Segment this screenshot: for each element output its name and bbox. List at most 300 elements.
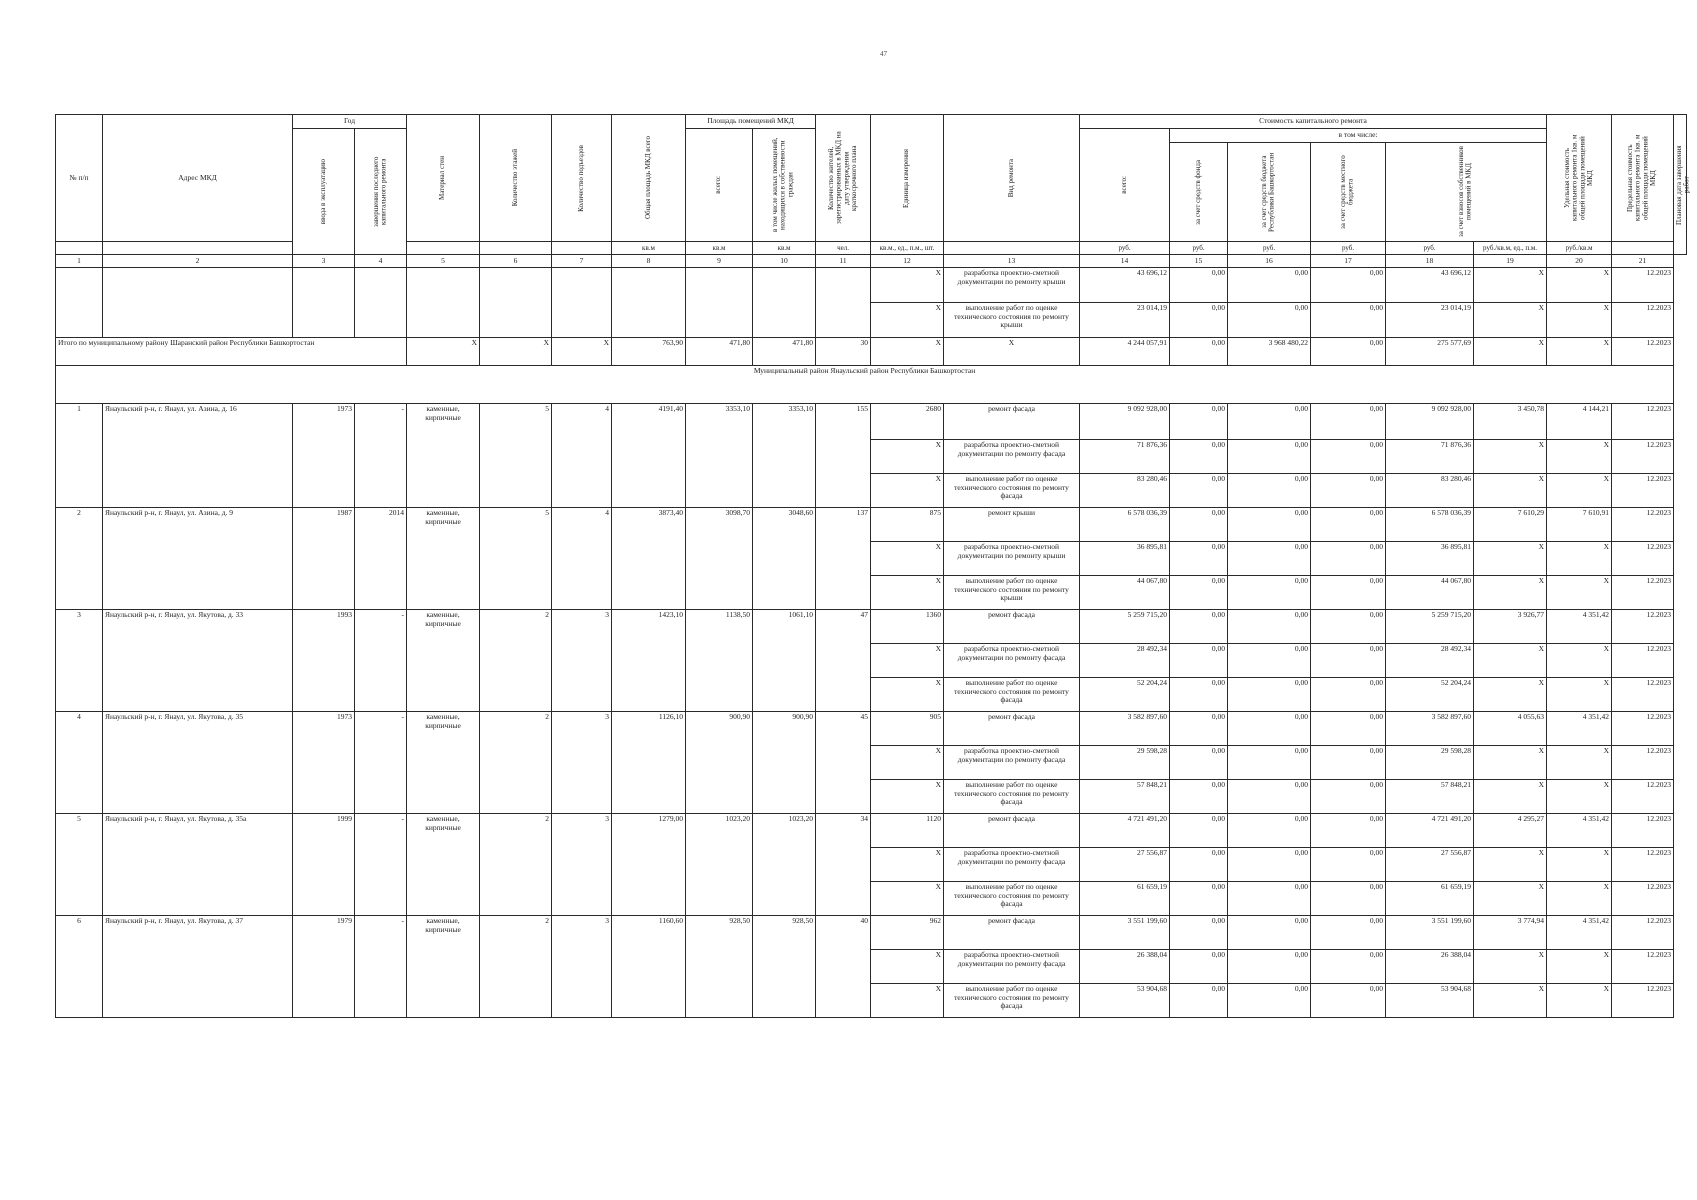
cell-max: X bbox=[1547, 440, 1612, 474]
cell-owners: 6 578 036,39 bbox=[1386, 508, 1474, 542]
cell-owners: 3 582 897,60 bbox=[1386, 712, 1474, 746]
cell-date: 12.2023 bbox=[1612, 474, 1674, 508]
cell-fund: 0,00 bbox=[1170, 338, 1228, 366]
cell-floors: 2 bbox=[480, 916, 552, 1018]
cell-date: 12.2023 bbox=[1612, 644, 1674, 678]
cell-unit: X bbox=[871, 984, 944, 1018]
cell-last-repair: - bbox=[355, 404, 407, 508]
cell-owners: 71 876,36 bbox=[1386, 440, 1474, 474]
cell-cost-total: 3 551 199,60 bbox=[1080, 916, 1170, 950]
cell-owners: 5 259 715,20 bbox=[1386, 610, 1474, 644]
cell-specific: X bbox=[1474, 268, 1547, 303]
header-republic bbox=[1228, 143, 1311, 242]
cell-date: 12.2023 bbox=[1612, 268, 1674, 303]
cell-unit: X bbox=[871, 848, 944, 882]
header-repair-type-text: Вид ремонта bbox=[1006, 158, 1015, 198]
cell-date: 12.2023 bbox=[1612, 712, 1674, 746]
cell-max: X bbox=[1547, 474, 1612, 508]
cell-republic: 0,00 bbox=[1228, 984, 1311, 1018]
cell-max: X bbox=[1547, 848, 1612, 882]
cell-republic: 3 968 480,22 bbox=[1228, 338, 1311, 366]
cell-republic: 0,00 bbox=[1228, 916, 1311, 950]
col-number: 7 bbox=[552, 255, 612, 268]
cell-fund: 0,00 bbox=[1170, 814, 1228, 848]
repair-register-table bbox=[55, 114, 1691, 1018]
cell-total-area: 1160,60 bbox=[612, 916, 686, 1018]
cell-address: Янаульский р-н, г. Янаул, ул. Якутова, д. 33 bbox=[103, 610, 293, 712]
header-fund bbox=[1170, 143, 1228, 242]
cell-fund: 0,00 bbox=[1170, 882, 1228, 916]
cell-num: 2 bbox=[56, 508, 103, 610]
cell-repair-type: ремонт фасада bbox=[944, 610, 1080, 644]
unit-cell: руб. bbox=[1170, 242, 1228, 255]
cell-repair-type: ремонт фасада bbox=[944, 404, 1080, 440]
table-row bbox=[56, 712, 1687, 746]
header-num: № п/п bbox=[56, 115, 103, 242]
cell-blank bbox=[103, 268, 293, 338]
cell-local: 0,00 bbox=[1311, 848, 1386, 882]
cell-republic: 0,00 bbox=[1228, 746, 1311, 780]
cell-date: 12.2023 bbox=[1612, 882, 1674, 916]
cell-max: X bbox=[1547, 950, 1612, 984]
cell-residents: 47 bbox=[816, 610, 871, 712]
cell-specific: 4 055,63 bbox=[1474, 712, 1547, 746]
col-number: 11 bbox=[816, 255, 871, 268]
cell-cost-total: 43 696,12 bbox=[1080, 268, 1170, 303]
header-plan-date bbox=[1674, 115, 1691, 255]
cell-cost-total: 23 014,19 bbox=[1080, 303, 1170, 338]
unit-cell: руб. bbox=[1311, 242, 1386, 255]
cell-date: 12.2023 bbox=[1612, 576, 1674, 610]
cell-owners: 57 848,21 bbox=[1386, 780, 1474, 814]
cell-specific: X bbox=[1474, 338, 1547, 366]
cell-repair-type: выполнение работ по оценке технического состояния по ремонту фасада bbox=[944, 984, 1080, 1018]
cell-entrances: 4 bbox=[552, 404, 612, 508]
cell-date: 12.2023 bbox=[1612, 780, 1674, 814]
cell-max: X bbox=[1547, 746, 1612, 780]
cell-total-area: 4191,40 bbox=[612, 404, 686, 508]
cell-blank bbox=[753, 268, 816, 338]
cell-fund: 0,00 bbox=[1170, 848, 1228, 882]
cell-local: 0,00 bbox=[1311, 440, 1386, 474]
cell-specific: X bbox=[1474, 474, 1547, 508]
cell-address: Янаульский р-н, г. Янаул, ул. Якутова, д. 37 bbox=[103, 916, 293, 1018]
header-unit bbox=[871, 115, 944, 242]
cell-owners: 26 388,04 bbox=[1386, 950, 1474, 984]
cell-premises-res: 928,50 bbox=[753, 916, 816, 1018]
cell-local: 0,00 bbox=[1311, 984, 1386, 1018]
cell-year: 1979 bbox=[293, 916, 355, 1018]
cell-residents: 40 bbox=[816, 916, 871, 1018]
header-total-area bbox=[612, 115, 686, 242]
cell-address: Янаульский р-н, г. Янаул, ул. Азина, д. 9 bbox=[103, 508, 293, 610]
cell-cost-total: 27 556,87 bbox=[1080, 848, 1170, 882]
cell-republic: 0,00 bbox=[1228, 474, 1311, 508]
cell-fund: 0,00 bbox=[1170, 712, 1228, 746]
cell-repair-type: выполнение работ по оценке технического состояния по ремонту фасада bbox=[944, 780, 1080, 814]
cell-year: 1973 bbox=[293, 404, 355, 508]
cell-year: 1973 bbox=[293, 712, 355, 814]
cell-date: 12.2023 bbox=[1612, 950, 1674, 984]
cell-date: 12.2023 bbox=[1612, 916, 1674, 950]
cell-last-repair: - bbox=[355, 712, 407, 814]
cell-local: 0,00 bbox=[1311, 746, 1386, 780]
cell-entrances: 4 bbox=[552, 508, 612, 610]
header-floors-text: Количество этажей bbox=[510, 149, 519, 207]
header-year: Год bbox=[293, 115, 407, 129]
page-number: 47 bbox=[880, 50, 887, 58]
cell-unit: X bbox=[871, 474, 944, 508]
cell-republic: 0,00 bbox=[1228, 814, 1311, 848]
cell-fund: 0,00 bbox=[1170, 440, 1228, 474]
header-entrances-text: Количество подъездов bbox=[576, 144, 585, 212]
cell-num: 6 bbox=[56, 916, 103, 1018]
cell-premises-total: 928,50 bbox=[686, 916, 753, 1018]
units-blank bbox=[944, 242, 1080, 255]
cell-residents: 155 bbox=[816, 404, 871, 508]
cell-last-repair: 2014 bbox=[355, 508, 407, 610]
cell-owners: 36 895,81 bbox=[1386, 542, 1474, 576]
cell-cost-total: 44 067,80 bbox=[1080, 576, 1170, 610]
header-premises-res-text: в том числе жилых помещений, находящихся в собственности граждан bbox=[771, 137, 795, 233]
cell-repair-type: ремонт крыши bbox=[944, 508, 1080, 542]
cell-date: 12.2023 bbox=[1612, 338, 1674, 366]
cell-local: 0,00 bbox=[1311, 268, 1386, 303]
cell-owners: 83 280,46 bbox=[1386, 474, 1474, 508]
header-fund-text: за счет средств фонда bbox=[1193, 159, 1202, 225]
header-residents bbox=[816, 115, 871, 242]
unit-cell: чел. bbox=[816, 242, 871, 255]
cell-repair-type: разработка проектно-сметной документации по ремонту крыши bbox=[944, 268, 1080, 303]
cell-local: 0,00 bbox=[1311, 474, 1386, 508]
cell-date: 12.2023 bbox=[1612, 508, 1674, 542]
cell-floors: 2 bbox=[480, 814, 552, 916]
unit-cell: кв.м bbox=[686, 242, 753, 255]
cell-repair-type: разработка проектно-сметной документации по ремонту фасада bbox=[944, 746, 1080, 780]
cell-unit: 1120 bbox=[871, 814, 944, 848]
cell-cost-total: 71 876,36 bbox=[1080, 440, 1170, 474]
cell-max: 4 351,42 bbox=[1547, 610, 1612, 644]
cell-year: 1993 bbox=[293, 610, 355, 712]
cell-republic: 0,00 bbox=[1228, 404, 1311, 440]
section-row bbox=[56, 366, 1687, 404]
col-number: 1 bbox=[56, 255, 103, 268]
cell-date: 12.2023 bbox=[1612, 746, 1674, 780]
col-number: 21 bbox=[1612, 255, 1674, 268]
cell-total-area: 1279,00 bbox=[612, 814, 686, 916]
cell-republic: 0,00 bbox=[1228, 508, 1311, 542]
cell-owners: 27 556,87 bbox=[1386, 848, 1474, 882]
cell-fund: 0,00 bbox=[1170, 610, 1228, 644]
cell-unit: 962 bbox=[871, 916, 944, 950]
cell-republic: 0,00 bbox=[1228, 303, 1311, 338]
cell-entrances: 3 bbox=[552, 712, 612, 814]
cell-unit: X bbox=[871, 576, 944, 610]
cell-unit: 2680 bbox=[871, 404, 944, 440]
cell-local: 0,00 bbox=[1311, 404, 1386, 440]
col-number: 13 bbox=[944, 255, 1080, 268]
cell-owners: 4 721 491,20 bbox=[1386, 814, 1474, 848]
cell-local: 0,00 bbox=[1311, 780, 1386, 814]
cell-republic: 0,00 bbox=[1228, 610, 1311, 644]
col-number: 17 bbox=[1311, 255, 1386, 268]
col-number: 2 bbox=[103, 255, 293, 268]
cell-repair-type: X bbox=[944, 338, 1080, 366]
cell-last-repair: - bbox=[355, 814, 407, 916]
col-number: 14 bbox=[1080, 255, 1170, 268]
cell-repair-type: выполнение работ по оценке технического состояния по ремонту фасада bbox=[944, 474, 1080, 508]
header-premises-total bbox=[686, 129, 753, 242]
cell-unit: X bbox=[871, 950, 944, 984]
cell-wall: каменные, кирпичные bbox=[407, 916, 480, 1018]
cell-cost-total: 9 092 928,00 bbox=[1080, 404, 1170, 440]
cell-premises-res: 3353,10 bbox=[753, 404, 816, 508]
cell-repair-type: выполнение работ по оценке технического состояния по ремонту крыши bbox=[944, 303, 1080, 338]
cell-owners: 44 067,80 bbox=[1386, 576, 1474, 610]
header-premises-total-text: всего: bbox=[714, 176, 723, 194]
cell-residents: 137 bbox=[816, 508, 871, 610]
cell-premises-res: 900,90 bbox=[753, 712, 816, 814]
cell-residents: 30 bbox=[816, 338, 871, 366]
cell-total-area: 1126,10 bbox=[612, 712, 686, 814]
table-row bbox=[56, 508, 1687, 542]
cell-date: 12.2023 bbox=[1612, 814, 1674, 848]
cell-unit: X bbox=[871, 678, 944, 712]
cell-local: 0,00 bbox=[1311, 678, 1386, 712]
cell-specific: X bbox=[1474, 950, 1547, 984]
cell-repair-type: ремонт фасада bbox=[944, 916, 1080, 950]
cell-republic: 0,00 bbox=[1228, 542, 1311, 576]
cell-republic: 0,00 bbox=[1228, 950, 1311, 984]
cell-local: 0,00 bbox=[1311, 338, 1386, 366]
cell-max: X bbox=[1547, 542, 1612, 576]
cell-num: 5 bbox=[56, 814, 103, 916]
cell-max: X bbox=[1547, 780, 1612, 814]
cell-local: 0,00 bbox=[1311, 950, 1386, 984]
cell-repair-type: разработка проектно-сметной документации по ремонту фасада bbox=[944, 950, 1080, 984]
cell-max: X bbox=[1547, 303, 1612, 338]
col-number: 4 bbox=[355, 255, 407, 268]
cell-specific: X bbox=[1474, 780, 1547, 814]
cell-entrances: 3 bbox=[552, 916, 612, 1018]
cell-cost-total: 52 204,24 bbox=[1080, 678, 1170, 712]
header-local bbox=[1311, 143, 1386, 242]
cell-local: 0,00 bbox=[1311, 542, 1386, 576]
cell-fund: 0,00 bbox=[1170, 746, 1228, 780]
cell-specific: 4 295,27 bbox=[1474, 814, 1547, 848]
col-number: 15 bbox=[1170, 255, 1228, 268]
cell-max: 7 610,91 bbox=[1547, 508, 1612, 542]
units-blank bbox=[103, 242, 293, 255]
cell-total-area: 763,90 bbox=[612, 338, 686, 366]
table-row bbox=[56, 916, 1687, 950]
cell-date: 12.2023 bbox=[1612, 303, 1674, 338]
cell-date: 12.2023 bbox=[1612, 678, 1674, 712]
cell-specific: X bbox=[1474, 848, 1547, 882]
cell-owners: 3 551 199,60 bbox=[1386, 916, 1474, 950]
cell-local: 0,00 bbox=[1311, 576, 1386, 610]
cell-repair-type: разработка проектно-сметной документации по ремонту фасада bbox=[944, 644, 1080, 678]
cell-fund: 0,00 bbox=[1170, 474, 1228, 508]
cell-date: 12.2023 bbox=[1612, 984, 1674, 1018]
cell-specific: X bbox=[1474, 678, 1547, 712]
table-row bbox=[56, 404, 1687, 440]
cell-max: X bbox=[1547, 644, 1612, 678]
cell-cost-total: 61 659,19 bbox=[1080, 882, 1170, 916]
cell-unit: X bbox=[871, 338, 944, 366]
cell-blank bbox=[293, 268, 355, 338]
col-number: 3 bbox=[293, 255, 355, 268]
table-row bbox=[56, 268, 1687, 303]
cell-entrances: 3 bbox=[552, 814, 612, 916]
cell-fund: 0,00 bbox=[1170, 984, 1228, 1018]
cell-unit: X bbox=[871, 303, 944, 338]
header-cost: Стоимость капитального ремонта bbox=[1080, 115, 1547, 129]
cell-last-repair: - bbox=[355, 916, 407, 1018]
cell-wall: каменные, кирпичные bbox=[407, 712, 480, 814]
cell-fund: 0,00 bbox=[1170, 508, 1228, 542]
cell-max: X bbox=[1547, 678, 1612, 712]
cell-repair-type: разработка проектно-сметной документации по ремонту фасада bbox=[944, 848, 1080, 882]
col-number: 18 bbox=[1386, 255, 1474, 268]
header-republic-text: за счет средств бюджета Республики Башкортостан bbox=[1260, 152, 1277, 232]
cell-date: 12.2023 bbox=[1612, 848, 1674, 882]
cell-republic: 0,00 bbox=[1228, 780, 1311, 814]
cell-unit: X bbox=[871, 644, 944, 678]
cell-unit: X bbox=[871, 780, 944, 814]
cell-owners: 53 904,68 bbox=[1386, 984, 1474, 1018]
cell-repair-type: разработка проектно-сметной документации по ремонту крыши bbox=[944, 542, 1080, 576]
header-year-last-repair bbox=[355, 129, 407, 255]
cell-specific: X bbox=[1474, 440, 1547, 474]
cell-cost-total: 53 904,68 bbox=[1080, 984, 1170, 1018]
cell-specific: X bbox=[1474, 576, 1547, 610]
cell-cost-total: 5 259 715,20 bbox=[1080, 610, 1170, 644]
cell-republic: 0,00 bbox=[1228, 848, 1311, 882]
col-number: 10 bbox=[753, 255, 816, 268]
cell-local: 0,00 bbox=[1311, 644, 1386, 678]
header-wall bbox=[407, 115, 480, 242]
units-blank bbox=[552, 242, 612, 255]
cell-premises-total: 471,80 bbox=[686, 338, 753, 366]
unit-cell: кв.м., ед., п.м., шт. bbox=[871, 242, 944, 255]
cell-republic: 0,00 bbox=[1228, 268, 1311, 303]
units-blank bbox=[56, 242, 103, 255]
cell-max: X bbox=[1547, 576, 1612, 610]
units-blank bbox=[480, 242, 552, 255]
header-max-cost-text: Предельная стоимость капитального ремонта 1кв. м общей площади помещений МКД bbox=[1626, 134, 1658, 222]
cell-repair-type: ремонт фасада bbox=[944, 712, 1080, 746]
cell-num: 4 bbox=[56, 712, 103, 814]
header-specific-cost bbox=[1547, 115, 1612, 242]
col-number: 19 bbox=[1474, 255, 1547, 268]
cell-max: X bbox=[1547, 268, 1612, 303]
total-label: Итого по муниципальному району Шаранский район Республики Башкортостан bbox=[56, 338, 407, 366]
cell-repair-type: выполнение работ по оценке технического состояния по ремонту крыши bbox=[944, 576, 1080, 610]
header-year-commission bbox=[293, 129, 355, 255]
table-row bbox=[56, 814, 1687, 848]
header-floors bbox=[480, 115, 552, 242]
unit-cell: руб. bbox=[1080, 242, 1170, 255]
cell-repair-type: разработка проектно-сметной документации по ремонту фасада bbox=[944, 440, 1080, 474]
header-owners-text: за счет взносов собственников помещений в МКД bbox=[1457, 146, 1474, 238]
cell-blank bbox=[816, 268, 871, 338]
cell-date: 12.2023 bbox=[1612, 404, 1674, 440]
cell-floors: 5 bbox=[480, 404, 552, 508]
cell-local: 0,00 bbox=[1311, 814, 1386, 848]
column-numbers-row bbox=[56, 255, 1687, 268]
col-number: 5 bbox=[407, 255, 480, 268]
cell-wall: каменные, кирпичные bbox=[407, 814, 480, 916]
cell-local: 0,00 bbox=[1311, 303, 1386, 338]
cell-blank bbox=[480, 268, 552, 338]
cell-local: 0,00 bbox=[1311, 508, 1386, 542]
cell-year: 1999 bbox=[293, 814, 355, 916]
table-body bbox=[56, 268, 1687, 1018]
cell-cost-total: 29 598,28 bbox=[1080, 746, 1170, 780]
cell-max: 4 351,42 bbox=[1547, 916, 1612, 950]
cell-premises-total: 3098,70 bbox=[686, 508, 753, 610]
cell-local: 0,00 bbox=[1311, 882, 1386, 916]
cell-residents: 45 bbox=[816, 712, 871, 814]
header-cost-total-text: всего: bbox=[1119, 176, 1128, 194]
cell-premises-total: 3353,10 bbox=[686, 404, 753, 508]
cell-unit: X bbox=[871, 882, 944, 916]
cell-unit: X bbox=[871, 542, 944, 576]
cell-year: 1987 bbox=[293, 508, 355, 610]
cell-max: 4 351,42 bbox=[1547, 814, 1612, 848]
header-plan-date-text: Плановая дата завершения работ bbox=[1675, 144, 1691, 225]
cell-entrances: X bbox=[552, 338, 612, 366]
cell-owners: 61 659,19 bbox=[1386, 882, 1474, 916]
cell-date: 12.2023 bbox=[1612, 610, 1674, 644]
cell-address: Янаульский р-н, г. Янаул, ул. Якутова, д. 35а bbox=[103, 814, 293, 916]
cell-fund: 0,00 bbox=[1170, 268, 1228, 303]
cell-floors: 2 bbox=[480, 610, 552, 712]
cell-fund: 0,00 bbox=[1170, 542, 1228, 576]
table-row bbox=[56, 610, 1687, 644]
cell-republic: 0,00 bbox=[1228, 644, 1311, 678]
header-total-area-text: Общая площадь МКД всего bbox=[643, 136, 652, 220]
unit-cell: руб. bbox=[1386, 242, 1474, 255]
cell-wall: каменные, кирпичные bbox=[407, 610, 480, 712]
header-year-last-repair-text: завершения последнего капитального ремонта bbox=[371, 156, 388, 227]
cell-premises-res: 1061,10 bbox=[753, 610, 816, 712]
cell-premises-res: 3048,60 bbox=[753, 508, 816, 610]
cell-blank bbox=[407, 268, 480, 338]
unit-cell: руб./кв.м bbox=[1547, 242, 1612, 255]
cell-specific: 3 774,94 bbox=[1474, 916, 1547, 950]
cell-unit: 875 bbox=[871, 508, 944, 542]
cell-floors: 2 bbox=[480, 712, 552, 814]
cell-cost-total: 6 578 036,39 bbox=[1080, 508, 1170, 542]
cell-premises-total: 1023,20 bbox=[686, 814, 753, 916]
cell-cost-total: 28 492,34 bbox=[1080, 644, 1170, 678]
unit-cell: кв.м bbox=[612, 242, 686, 255]
cell-owners: 43 696,12 bbox=[1386, 268, 1474, 303]
cell-specific: X bbox=[1474, 303, 1547, 338]
cell-wall: каменные, кирпичные bbox=[407, 508, 480, 610]
section-title: Муниципальный район Янаульский район Республики Башкортостан bbox=[56, 366, 1674, 404]
cell-cost-total: 36 895,81 bbox=[1080, 542, 1170, 576]
cell-republic: 0,00 bbox=[1228, 440, 1311, 474]
unit-cell: руб./кв.м, ед., п.м. bbox=[1474, 242, 1547, 255]
cell-num: 1 bbox=[56, 404, 103, 508]
cell-repair-type: ремонт фасада bbox=[944, 814, 1080, 848]
total-row bbox=[56, 338, 1687, 366]
cell-unit: X bbox=[871, 746, 944, 780]
header-premises-area: Площадь помещений МКД bbox=[686, 115, 816, 129]
